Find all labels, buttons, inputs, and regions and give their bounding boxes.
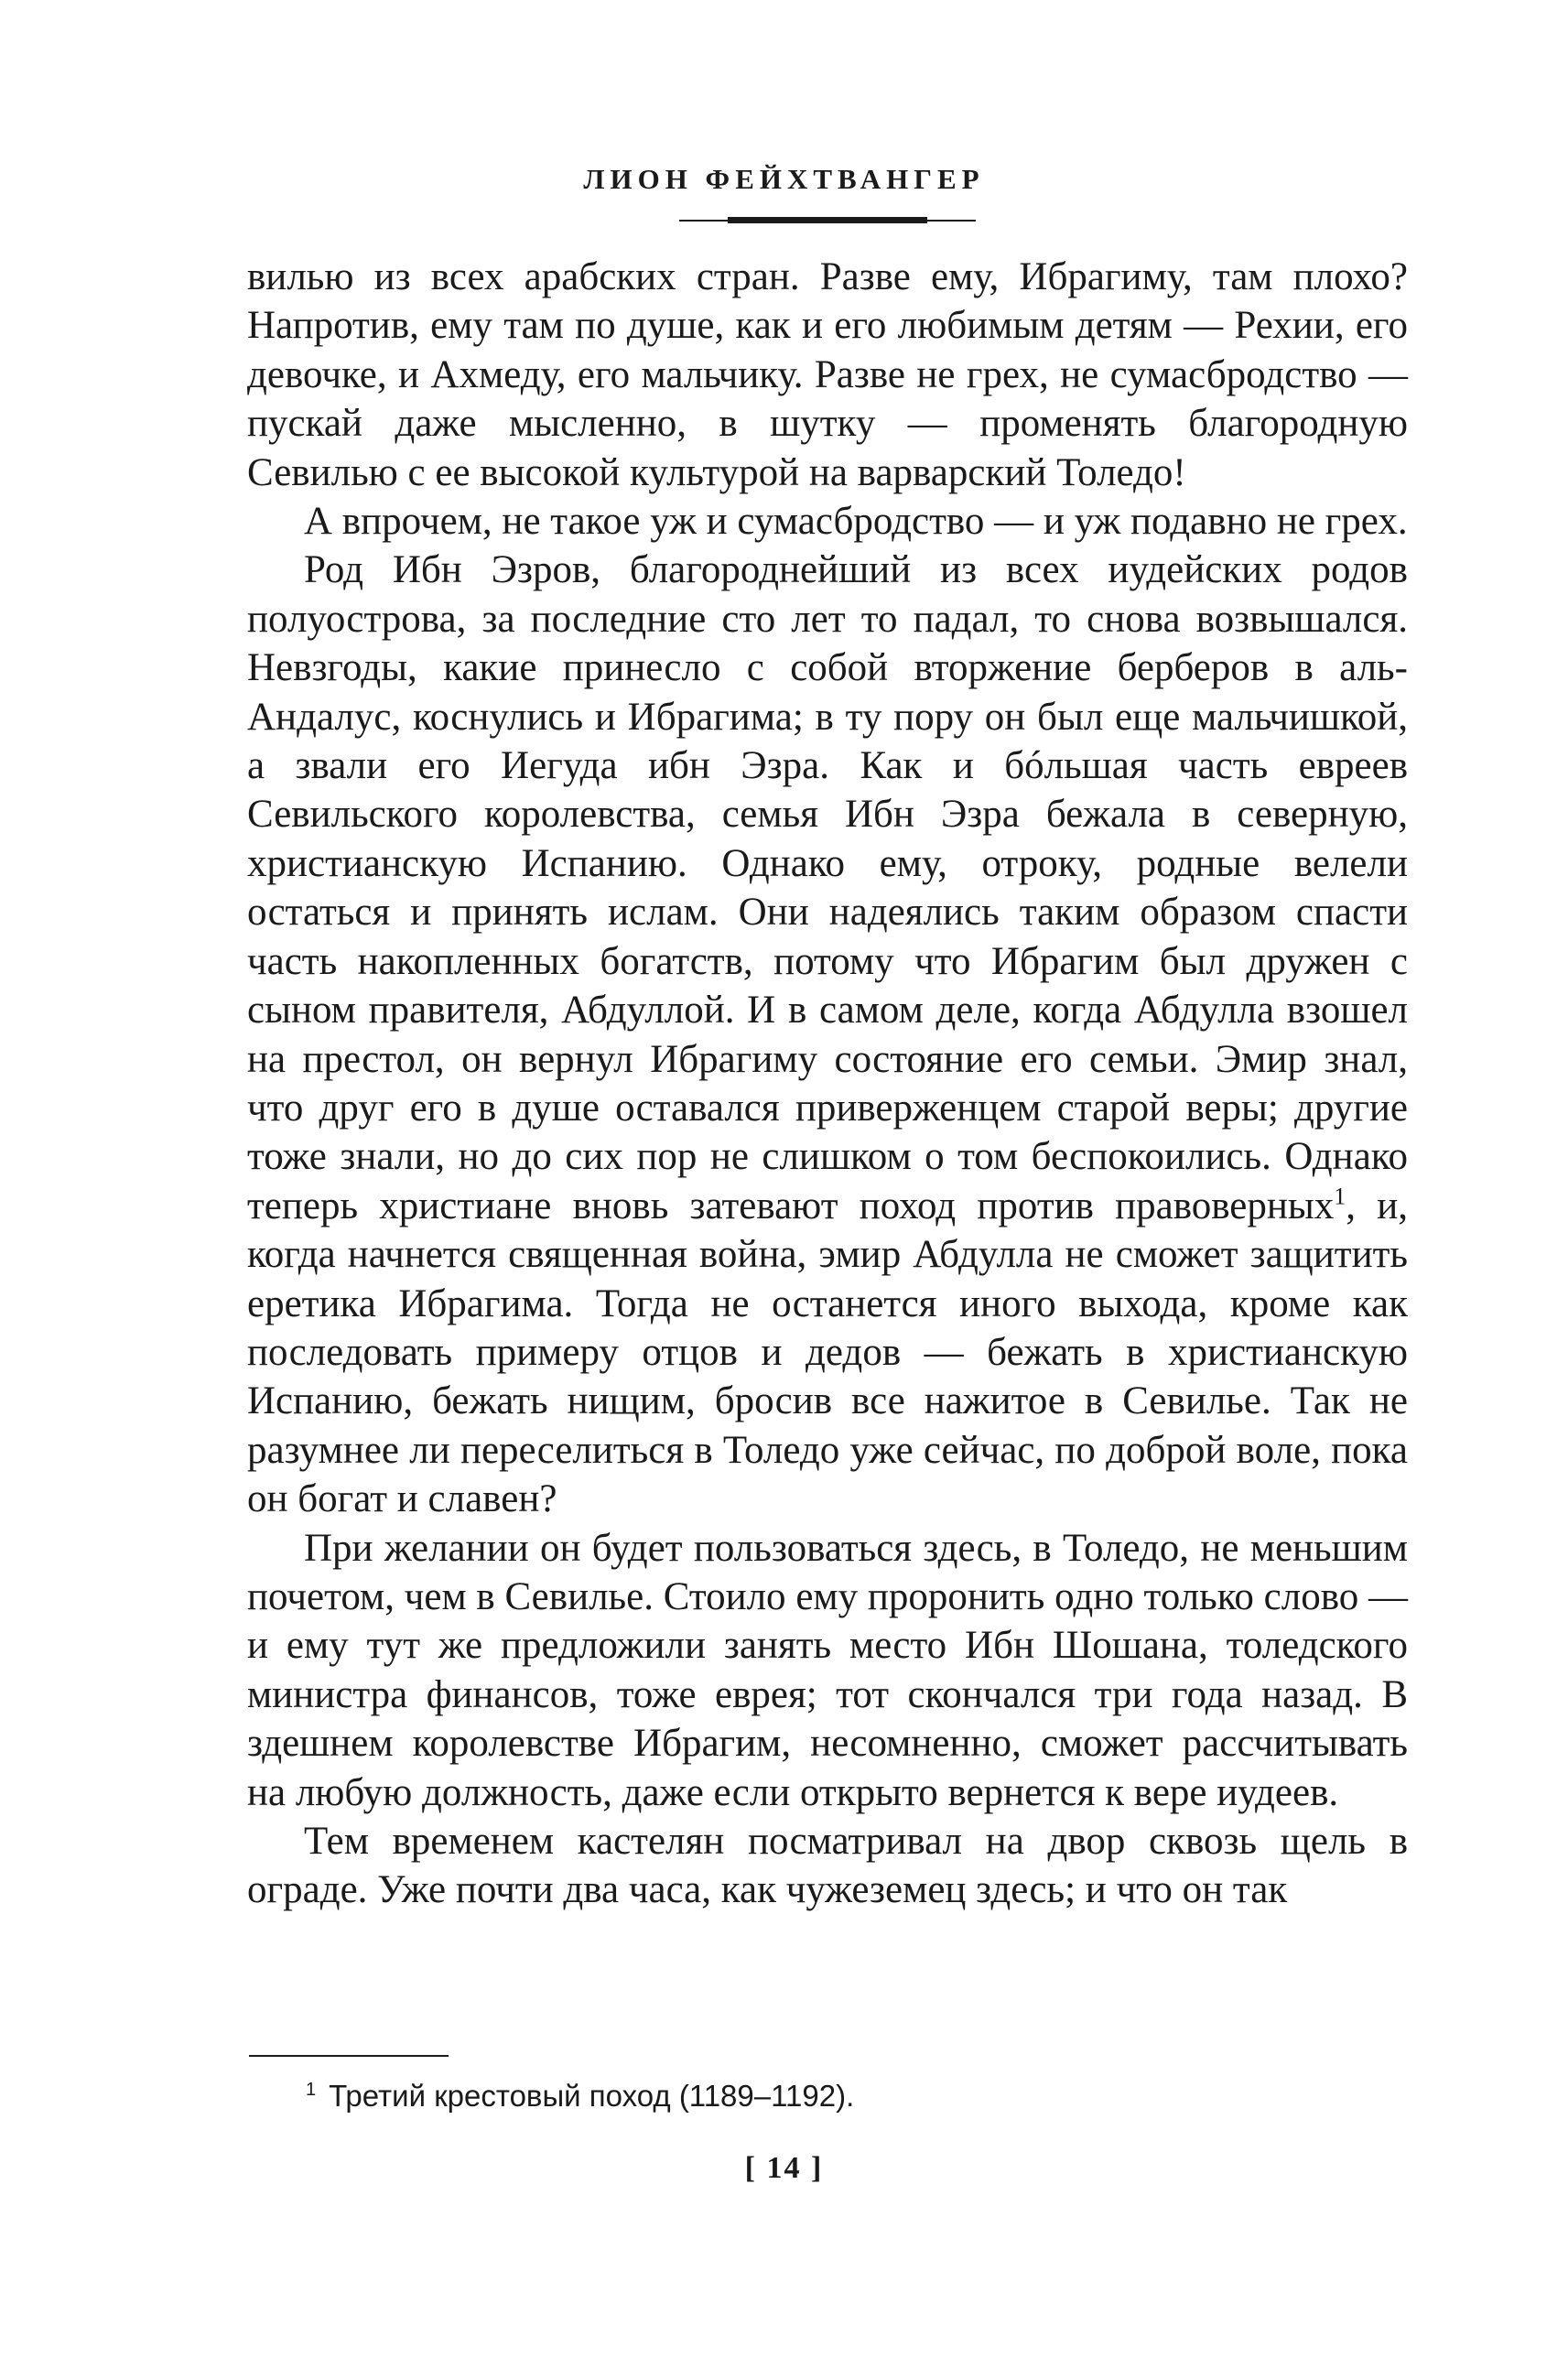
footnote-marker: 1 [306, 2080, 317, 2100]
paragraph-3 [247, 546, 1408, 1523]
header-rule-accent [728, 217, 927, 223]
paragraph-2: А впрочем, не такое уж и сумасбродство — и уж подавно не грех. [304, 500, 1408, 544]
footnote-text: Третий крестовый поход (1189–1192). [329, 2079, 855, 2113]
body-text [247, 253, 1408, 1915]
page-number: [ 14 ] [744, 2151, 824, 2185]
footnote-rule [249, 2055, 449, 2057]
footnote [306, 2071, 854, 2115]
paragraph-3-part-2: , и, когда начнется священная война, эмир Абдулла не сможет защитить еретика Ибрагима. Тогда не останется иного выхода, кроме как последовать примеру отцов и дедов — бежать в христианскую Испанию, бежать нищим, бросив все нажитое в Севилье. Так не разумнее ли переселиться в Толедо уже сейчас, по доброй воле, пока он богат и славен? [247, 1184, 1408, 1521]
paragraph-5: Тем временем кастелян посматривал на двор сквозь щель в ограде. Уже почти два часа, как чужеземец здесь; и что он так [247, 1820, 1408, 1912]
paragraph-4: При желании он будет пользоваться здесь, в Толедо, не меньшим почетом, чем в Севилье. Стоило ему проронить одно только слово — и ему тут же предложили занять место Ибн Шошана, толедского министра финансов, тоже еврея; тот скончался три года назад. В здешнем королевстве Ибрагим, несомненно, сможет рассчитывать на любую должность, даже если открыто вернется к вере иудеев. [247, 1526, 1408, 1814]
paragraph-3-part-1: Род Ибн Эзров, благороднейший из всех иудейских родов полуострова, за последние сто лет то падал, то снова возвышался. Невзгоды, какие принесло с собой вторжение берберов в аль-Андалус, коснулись и Ибрагима; в ту пору он был еще мальчишкой, а звали его Иегуда ибн Эзра. Как и бóльшая часть евреев Севильского королевства, семья Ибн Эзра бежала в северную, христианскую Испанию. Однако ему, отроку, родные велели остаться и принять ислам. Они надеялись таким образом спасти часть накопленных богатств, потому что Ибрагим был дружен с сыном правителя, Абдуллой. И в самом деле, когда Абдулла взошел на престол, он вернул Ибрагиму состояние его семьи. Эмир знал, что друг его в душе оставался приверженцем старой веры; другие тоже знали, но до сих пор не слишком о том беспокоились. Однако теперь христиане вновь затевают поход против правоверных [247, 548, 1408, 1227]
running-title: ЛИОН ФЕЙХТВАНГЕР [583, 163, 985, 195]
paragraph-1: вилью из всех арабских стран. Разве ему, Ибрагиму, там плохо? Напротив, ему там по душе, как и его любимым детям — Рехии, его девочке, и Ахмеду, его мальчику. Разве не грех, не сумасбродство — пускай даже мысленно, в шутку — променять благородную Севилью с ее высокой культурой на варварский Толедо! [247, 255, 1408, 494]
footnote-reference: 1 [1334, 1183, 1346, 1210]
